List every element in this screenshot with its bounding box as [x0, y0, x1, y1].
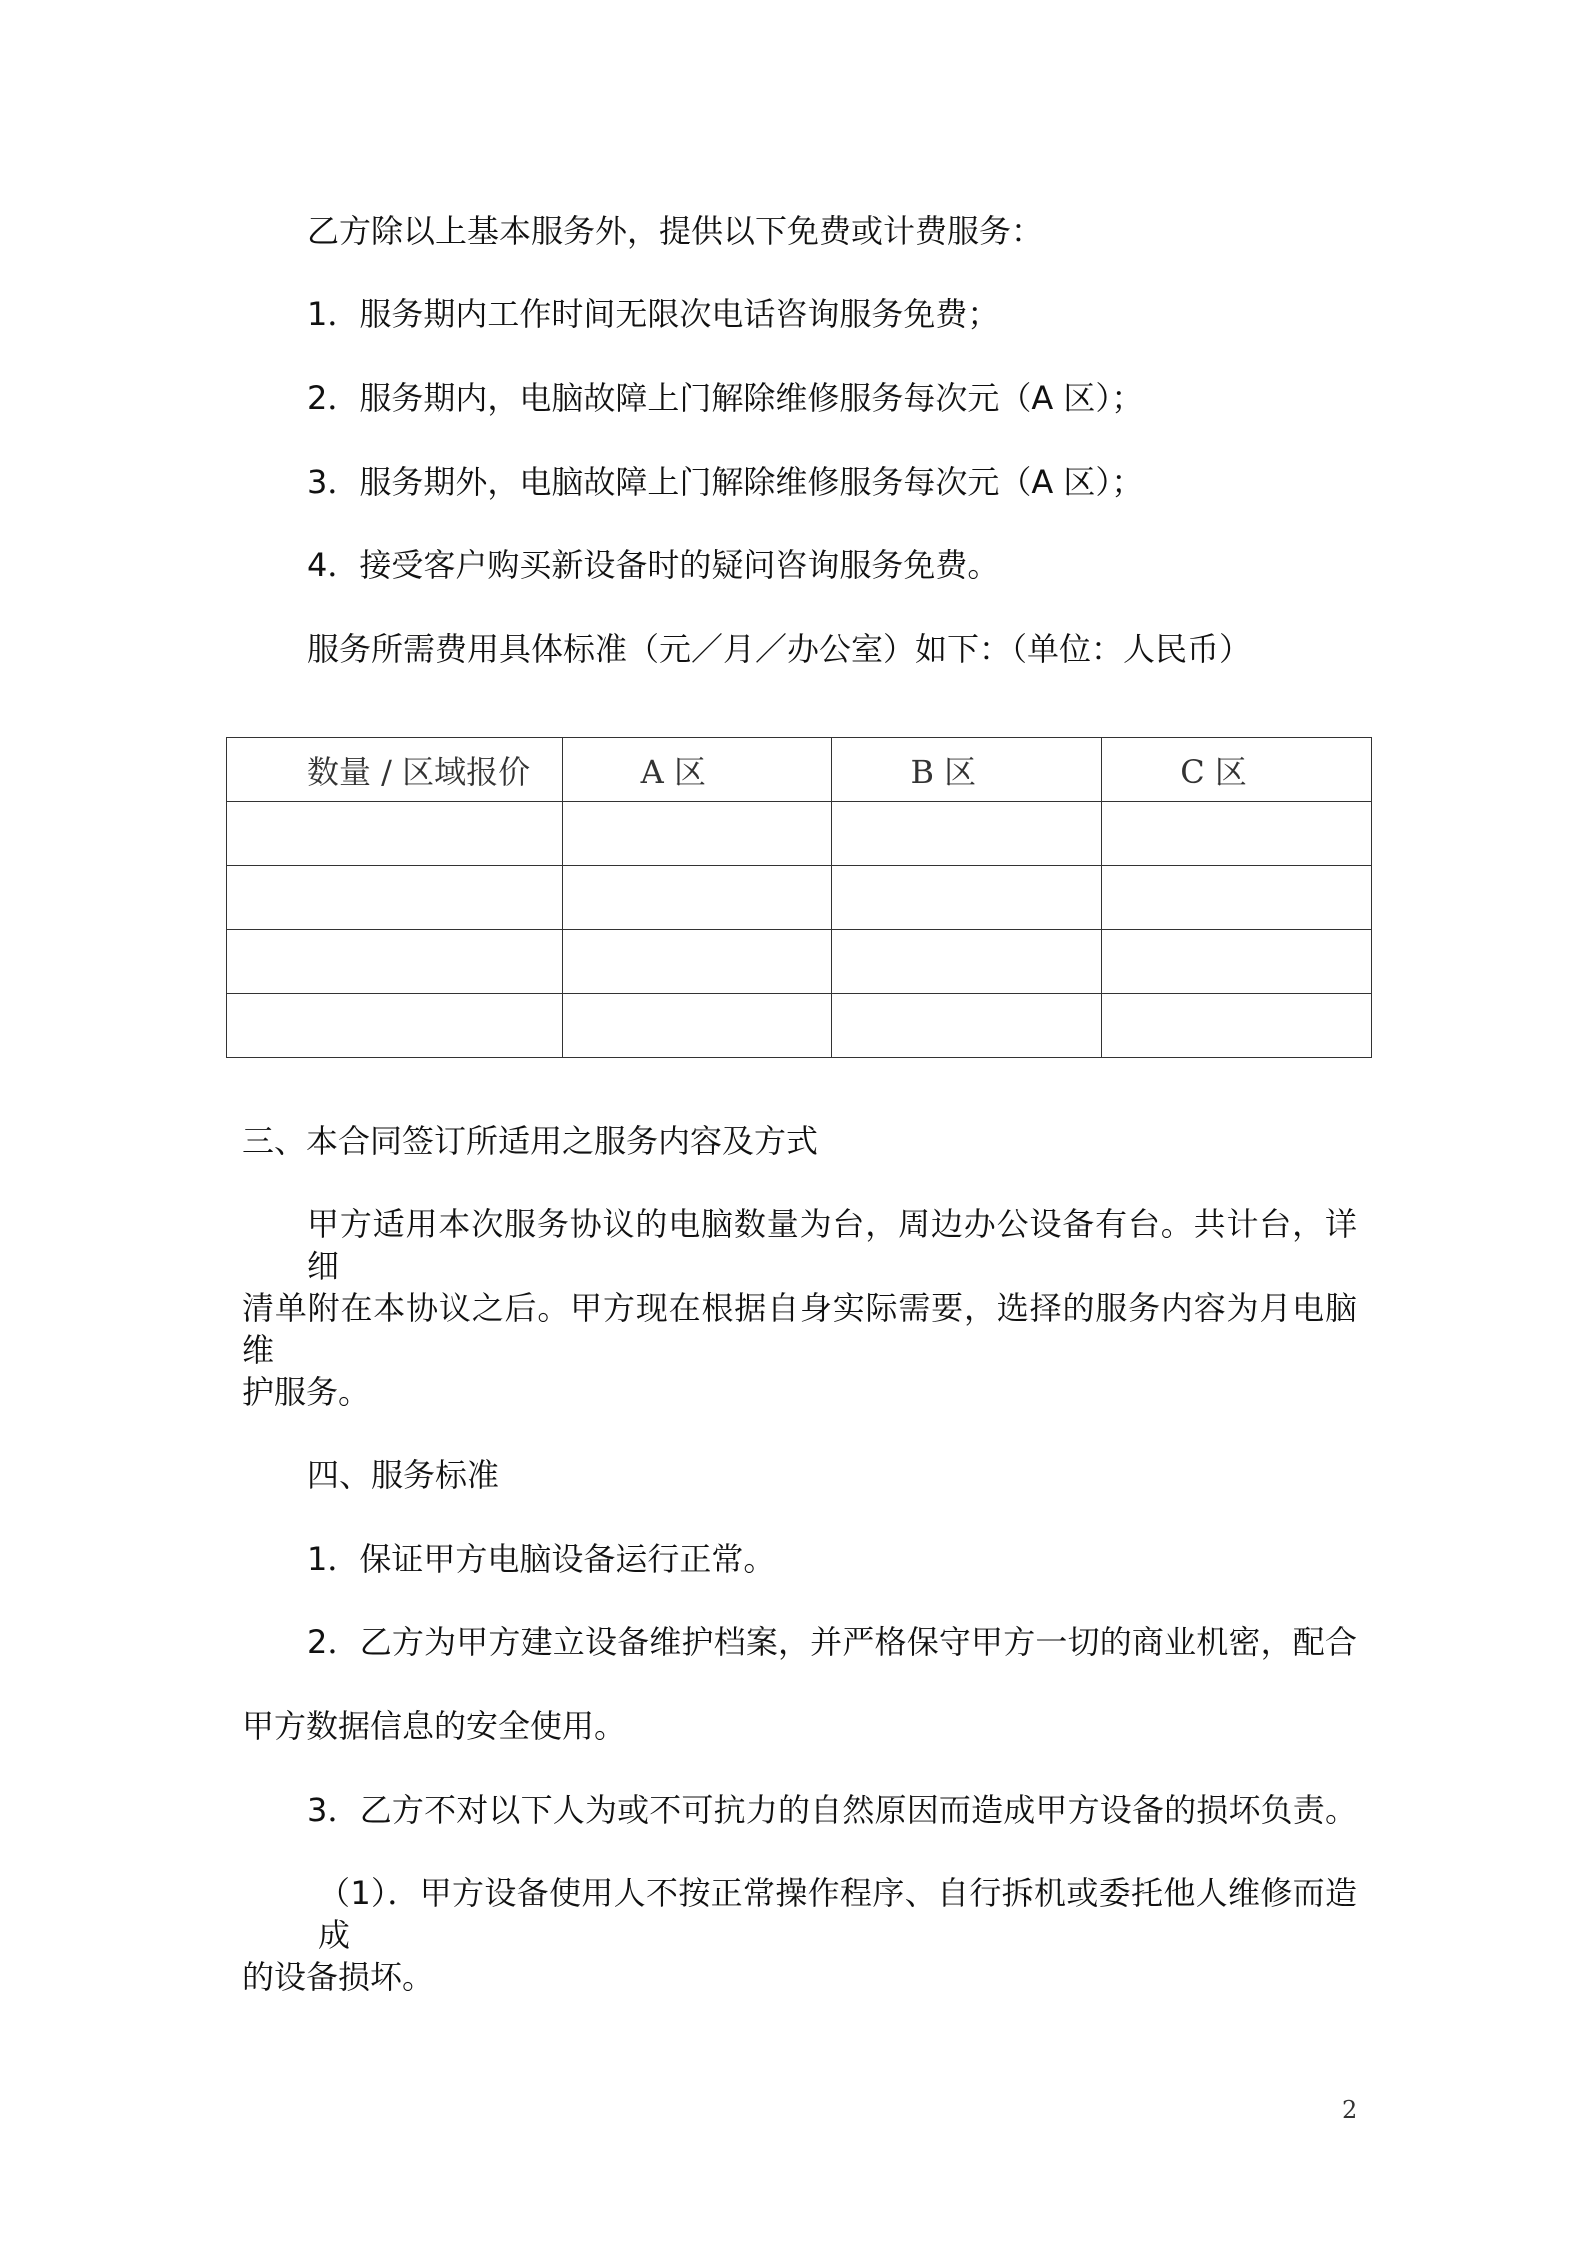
- table-row: [227, 866, 1372, 930]
- section4-subitem-cont: 的设备损坏。: [242, 1958, 435, 1996]
- table-cell[interactable]: [227, 866, 563, 930]
- header-cell: C 区: [1102, 738, 1372, 802]
- page-number: 2: [1342, 2096, 1358, 2124]
- section4-item: 1．保证甲方电脑设备运行正常。: [307, 1540, 776, 1578]
- section4-item: 3．乙方不对以下人为或不可抗力的自然原因而造成甲方设备的损坏负责。: [307, 1791, 1357, 1829]
- table-cell[interactable]: [227, 930, 563, 994]
- service-item: 3．服务期外，电脑故障上门解除维修服务每次元（A 区）；: [307, 463, 1144, 501]
- table-row: [227, 802, 1372, 866]
- header-cell: B 区: [832, 738, 1102, 802]
- table-cell[interactable]: [227, 994, 563, 1058]
- table-cell[interactable]: [832, 994, 1102, 1058]
- table-cell[interactable]: [562, 802, 832, 866]
- table-cell[interactable]: [562, 866, 832, 930]
- table-cell[interactable]: [1102, 866, 1372, 930]
- table-row: [227, 994, 1372, 1058]
- section3-line: 甲方适用本次服务协议的电脑数量为台，周边办公设备有台。共计台，详细: [307, 1205, 1357, 1285]
- price-table: [226, 737, 1372, 1058]
- table-cell[interactable]: [227, 802, 563, 866]
- table-cell[interactable]: [1102, 994, 1372, 1058]
- table-cell[interactable]: [832, 866, 1102, 930]
- table-cell[interactable]: [832, 802, 1102, 866]
- section3-line: 护服务。: [242, 1373, 371, 1411]
- table-cell[interactable]: [562, 930, 832, 994]
- section4-title: 四、服务标准: [307, 1456, 500, 1494]
- service-item: 2．服务期内，电脑故障上门解除维修服务每次元（A 区）；: [307, 379, 1144, 417]
- section3-title: 三、本合同签订所适用之服务内容及方式: [242, 1122, 819, 1160]
- table-row: [227, 930, 1372, 994]
- service-item: 4．接受客户购买新设备时的疑问咨询服务免费。: [307, 546, 1000, 584]
- section4-item: 2．乙方为甲方建立设备维护档案，并严格保守甲方一切的商业机密，配合: [307, 1623, 1357, 1661]
- header-cell: A 区: [562, 738, 832, 802]
- header-cell: 数量 / 区域报价: [227, 738, 563, 802]
- fee-note: 服务所需费用具体标准（元／月／办公室）如下：（单位：人民币）: [307, 630, 1252, 668]
- section3-line: 清单附在本协议之后。甲方现在根据自身实际需要，选择的服务内容为月电脑维: [242, 1289, 1357, 1369]
- section4-item-cont: 甲方数据信息的安全使用。: [242, 1707, 627, 1745]
- table-cell[interactable]: [562, 994, 832, 1058]
- table-cell[interactable]: [832, 930, 1102, 994]
- table-header-row: [227, 738, 1372, 802]
- service-item: 1．服务期内工作时间无限次电话咨询服务免费；: [307, 295, 1000, 333]
- services-intro: 乙方除以上基本服务外，提供以下免费或计费服务：: [307, 212, 1044, 250]
- table-cell[interactable]: [1102, 802, 1372, 866]
- section4-subitem: （1）．甲方设备使用人不按正常操作程序、自行拆机或委托他人维修而造成: [318, 1874, 1357, 1954]
- table-cell[interactable]: [1102, 930, 1372, 994]
